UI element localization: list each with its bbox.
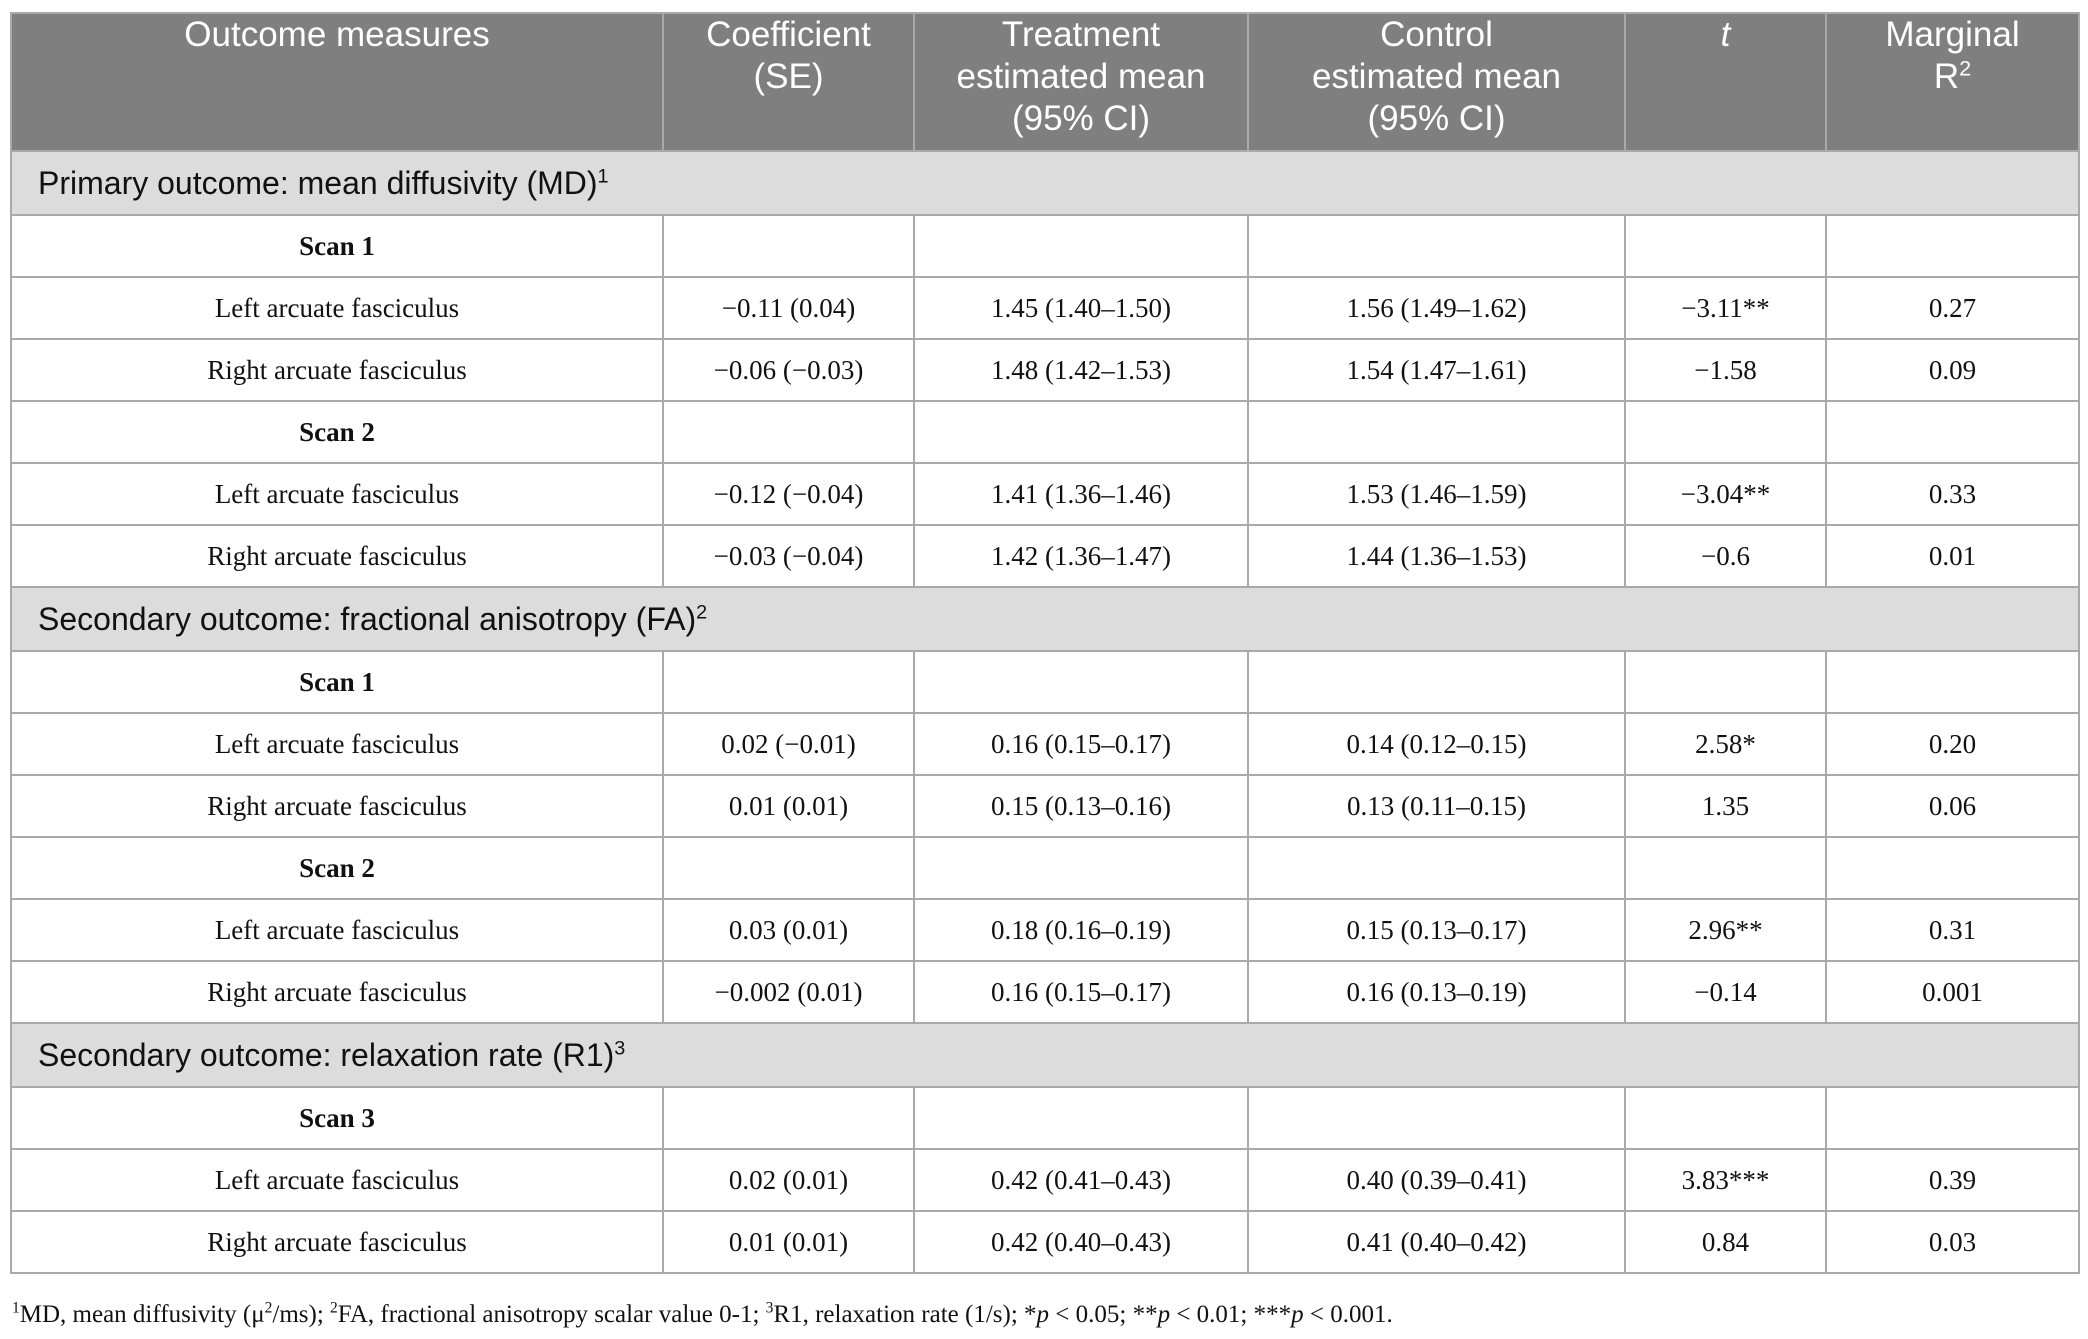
cell-r2: 0.06 — [1826, 775, 2079, 837]
cell-r2: 0.31 — [1826, 899, 2079, 961]
row-label: Left arcuate fasciculus — [11, 277, 663, 339]
cell-treatment: 1.42 (1.36–1.47) — [914, 525, 1248, 587]
cell-control: 0.41 (0.40–0.42) — [1248, 1211, 1625, 1273]
section-row-fa — [11, 587, 2079, 651]
section-title-fa: Secondary outcome: fractional anisotropy (FA)$^2$ — [11, 587, 2079, 651]
cell-control: 0.40 (0.39–0.41) — [1248, 1149, 1625, 1211]
cell-treatment: 0.42 (0.41–0.43) — [914, 1149, 1248, 1211]
results-table — [10, 12, 2080, 1274]
table-row — [11, 961, 2079, 1023]
table-footnote: $^1$MD, mean diffusivity $(\mu^2/ms)$; $^2$FA, fractional anisotropy scalar value 0-1; $^3$R1, relaxation rate (1/s); *p < 0.05; **p < 0.01; ***p < 0.001. — [12, 1299, 1393, 1328]
section-row-r1 — [11, 1023, 2079, 1087]
row-label: Right arcuate fasciculus — [11, 339, 663, 401]
cell-control: 1.44 (1.36–1.53) — [1248, 525, 1625, 587]
cell-r2: 0.01 — [1826, 525, 2079, 587]
header-t: t — [1625, 13, 1826, 151]
cell-treatment: 0.16 (0.15–0.17) — [914, 961, 1248, 1023]
cell-control: 0.14 (0.12–0.15) — [1248, 713, 1625, 775]
header-coefficient: Coefficient (SE) — [663, 13, 914, 151]
header-marginal-r2: Marginal $R^2$ — [1826, 13, 2079, 151]
header-outcome-measures: Outcome measures — [11, 13, 663, 151]
section-title-r1: Secondary outcome: relaxation rate $(R1)^3$ — [11, 1023, 2079, 1087]
table-row — [11, 277, 2079, 339]
cell-t: −3.04** — [1625, 463, 1826, 525]
scan-label: Scan 1 — [11, 215, 663, 277]
cell-r2: 0.20 — [1826, 713, 2079, 775]
cell-treatment: 0.16 (0.15–0.17) — [914, 713, 1248, 775]
header-control-mean: Control estimated mean (95% CI) — [1248, 13, 1625, 151]
table-row — [11, 1211, 2079, 1273]
cell-t: 2.96** — [1625, 899, 1826, 961]
scan-row — [11, 837, 2079, 899]
cell-coef: 0.02 (0.01) — [663, 1149, 914, 1211]
cell-t: 0.84 — [1625, 1211, 1826, 1273]
table-row — [11, 339, 2079, 401]
row-label: Left arcuate fasciculus — [11, 463, 663, 525]
section-title-md: Primary outcome: mean diffusivity (MD)$^1$ — [11, 151, 2079, 215]
cell-control: 1.53 (1.46–1.59) — [1248, 463, 1625, 525]
scan-row — [11, 651, 2079, 713]
row-label: Right arcuate fasciculus — [11, 961, 663, 1023]
table-row — [11, 463, 2079, 525]
cell-r2: 0.27 — [1826, 277, 2079, 339]
header-treatment-mean: Treatment estimated mean (95% CI) — [914, 13, 1248, 151]
cell-t: −3.11** — [1625, 277, 1826, 339]
header-row — [11, 13, 2079, 151]
cell-t: −0.14 — [1625, 961, 1826, 1023]
scan-label: Scan 2 — [11, 401, 663, 463]
cell-control: 1.56 (1.49–1.62) — [1248, 277, 1625, 339]
cell-t: 2.58* — [1625, 713, 1826, 775]
cell-t: −1.58 — [1625, 339, 1826, 401]
cell-coef: −0.12 (−0.04) — [663, 463, 914, 525]
cell-treatment: 0.15 (0.13–0.16) — [914, 775, 1248, 837]
cell-coef: −0.06 (−0.03) — [663, 339, 914, 401]
results-table-container — [10, 12, 2078, 1274]
table-row — [11, 713, 2079, 775]
cell-r2: 0.39 — [1826, 1149, 2079, 1211]
scan-row — [11, 401, 2079, 463]
section-row-md — [11, 151, 2079, 215]
cell-control: 0.13 (0.11–0.15) — [1248, 775, 1625, 837]
cell-coef: 0.01 (0.01) — [663, 775, 914, 837]
cell-coef: 0.01 (0.01) — [663, 1211, 914, 1273]
table-row — [11, 899, 2079, 961]
row-label: Left arcuate fasciculus — [11, 713, 663, 775]
scan-row — [11, 215, 2079, 277]
cell-treatment: 1.48 (1.42–1.53) — [914, 339, 1248, 401]
scan-label: Scan 2 — [11, 837, 663, 899]
scan-row — [11, 1087, 2079, 1149]
row-label: Right arcuate fasciculus — [11, 525, 663, 587]
row-label: Left arcuate fasciculus — [11, 1149, 663, 1211]
cell-r2: 0.03 — [1826, 1211, 2079, 1273]
cell-t: −0.6 — [1625, 525, 1826, 587]
row-label: Left arcuate fasciculus — [11, 899, 663, 961]
scan-label: Scan 1 — [11, 651, 663, 713]
scan-label: Scan 3 — [11, 1087, 663, 1149]
table-row — [11, 1149, 2079, 1211]
cell-control: 0.16 (0.13–0.19) — [1248, 961, 1625, 1023]
cell-coef: 0.03 (0.01) — [663, 899, 914, 961]
cell-coef: −0.002 (0.01) — [663, 961, 914, 1023]
cell-t: 1.35 — [1625, 775, 1826, 837]
cell-t: 3.83*** — [1625, 1149, 1826, 1211]
cell-treatment: 0.18 (0.16–0.19) — [914, 899, 1248, 961]
row-label: Right arcuate fasciculus — [11, 775, 663, 837]
cell-treatment: 1.41 (1.36–1.46) — [914, 463, 1248, 525]
cell-coef: −0.03 (−0.04) — [663, 525, 914, 587]
table-row — [11, 775, 2079, 837]
cell-treatment: 1.45 (1.40–1.50) — [914, 277, 1248, 339]
table-row — [11, 525, 2079, 587]
cell-treatment: 0.42 (0.40–0.43) — [914, 1211, 1248, 1273]
cell-coef: 0.02 (−0.01) — [663, 713, 914, 775]
cell-r2: 0.09 — [1826, 339, 2079, 401]
cell-r2: 0.33 — [1826, 463, 2079, 525]
cell-control: 1.54 (1.47–1.61) — [1248, 339, 1625, 401]
cell-control: 0.15 (0.13–0.17) — [1248, 899, 1625, 961]
cell-coef: −0.11 (0.04) — [663, 277, 914, 339]
cell-r2: 0.001 — [1826, 961, 2079, 1023]
row-label: Right arcuate fasciculus — [11, 1211, 663, 1273]
